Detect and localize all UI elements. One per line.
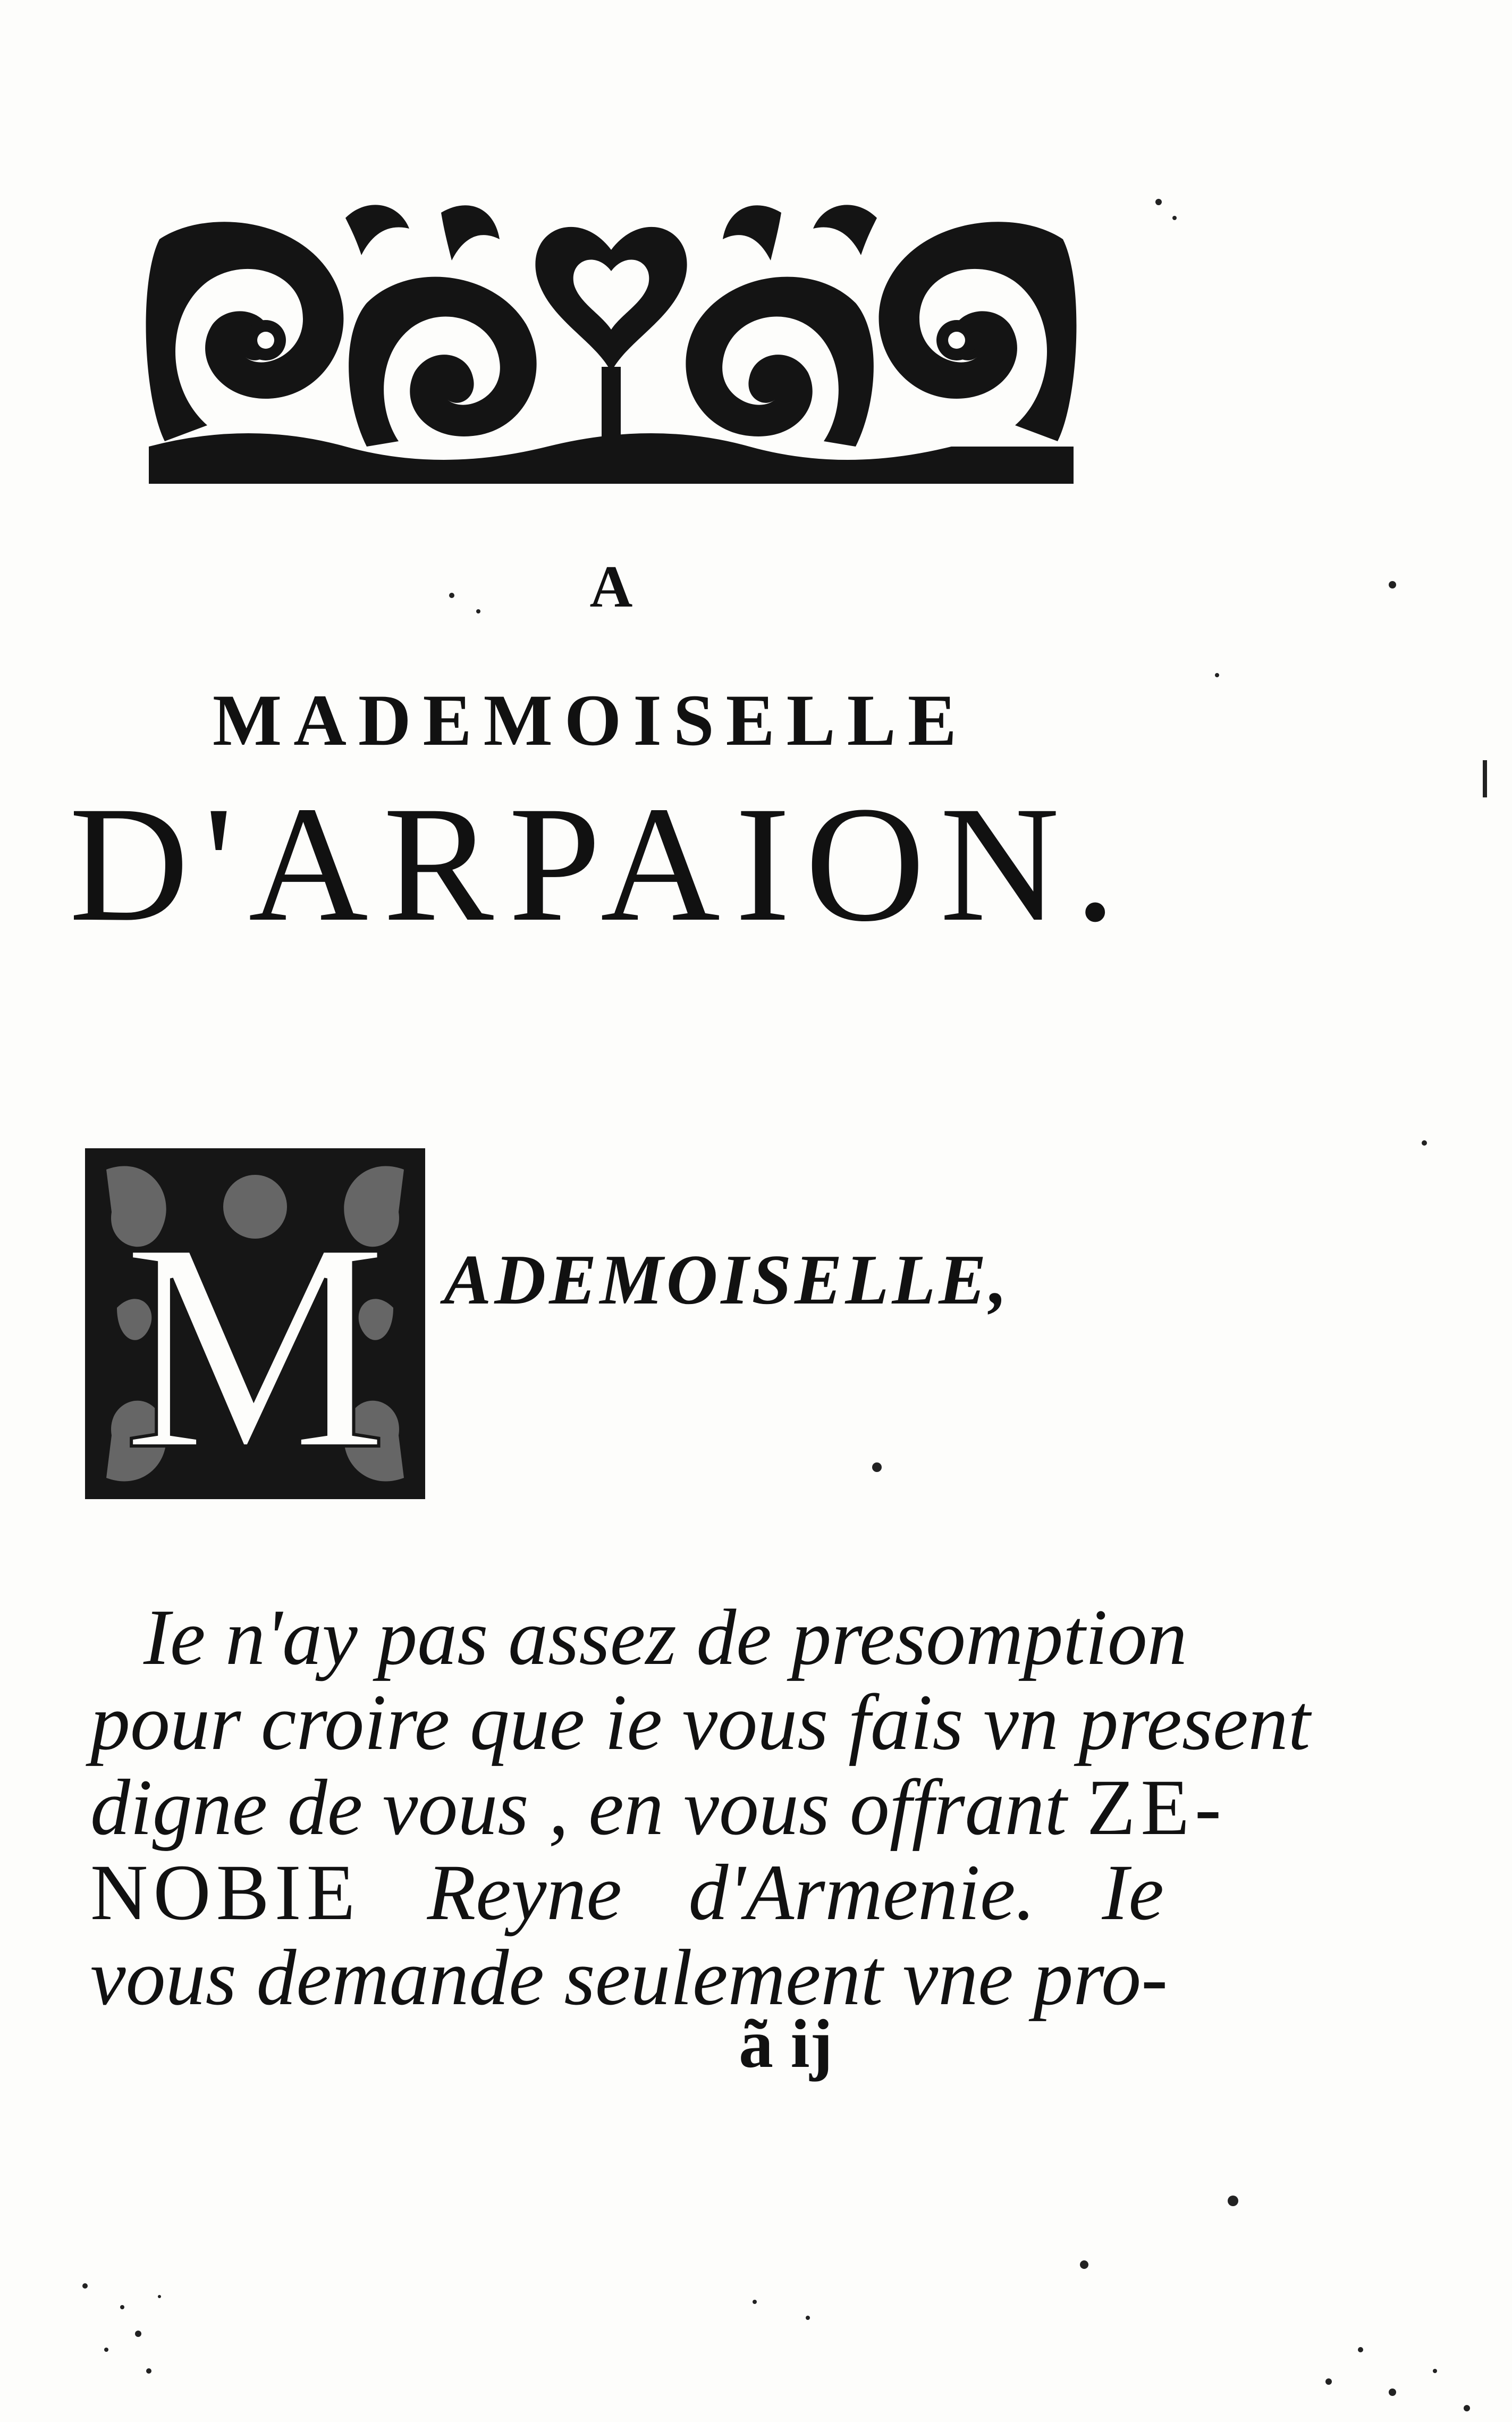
dropcap-ornament (85, 1148, 425, 1499)
body-line-text: digne de vous , en vous offrant (90, 1763, 1067, 1852)
body-line: pour croire que ie vous fais vn present (90, 1678, 1311, 1767)
dropcap-letter: M (123, 1181, 387, 1499)
body-line: vous demande seulement vne pro- (90, 1933, 1168, 2022)
body-paragraph (90, 1593, 1311, 2022)
title-line-a: A (589, 554, 633, 620)
salutation: ADEMOISELLE, (444, 1240, 1011, 1319)
body-line: Ie n'ay pas assez de presomption (143, 1593, 1187, 1681)
body-line-caps: NOBIE (90, 1848, 361, 1937)
body-line-caps: ZE- (1086, 1763, 1227, 1852)
title-line-mademoiselle: MADEMOISELLE (213, 679, 968, 761)
body-line-text: Reyne d'Armenie. Ie (427, 1848, 1164, 1937)
headpiece-ornament (143, 197, 1079, 494)
body-line (90, 1850, 1164, 1935)
body-line (90, 1763, 1227, 1852)
signature-mark: ã ij (739, 2006, 833, 2082)
title-line-darpaion: D'ARPAION. (69, 772, 1131, 956)
